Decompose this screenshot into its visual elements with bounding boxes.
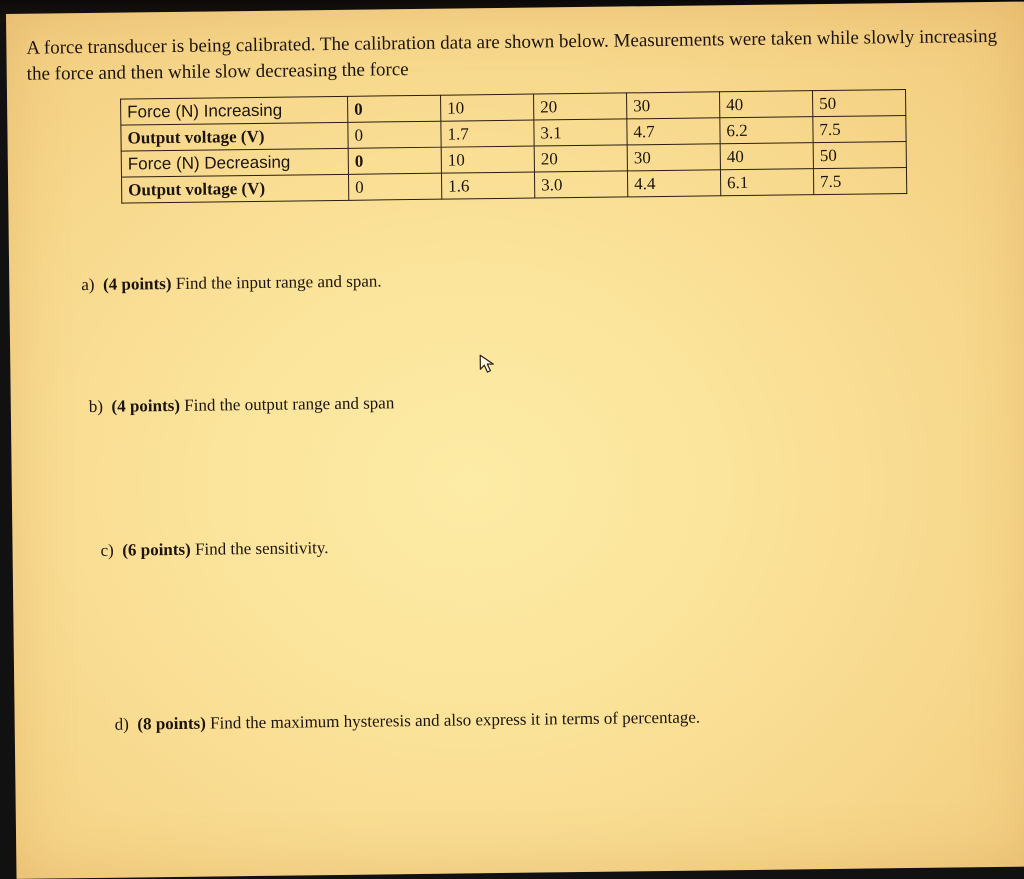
- question-letter: c): [100, 540, 114, 560]
- table-cell: 40: [720, 143, 813, 170]
- table-cell: 1.7: [441, 120, 534, 147]
- question-points: (4 points): [111, 395, 181, 416]
- table-cell: 10: [441, 94, 534, 121]
- mouse-pointer-icon: [478, 354, 496, 374]
- question-a: [81, 271, 382, 295]
- question-text: Find the maximum hysteresis and also express it in terms of percentage.: [209, 707, 701, 733]
- table-cell: 40: [720, 91, 813, 118]
- calibration-table: [120, 89, 907, 204]
- question-b: [89, 393, 395, 417]
- row-label: Force (N) Decreasing: [121, 148, 348, 177]
- table-cell: 0: [348, 173, 441, 200]
- question-points: (4 points): [102, 273, 172, 294]
- question-letter: d): [114, 714, 129, 734]
- table-cell: 0: [348, 95, 441, 122]
- table-cell: 30: [627, 92, 720, 119]
- table-cell: 20: [534, 145, 627, 172]
- table-cell: 6.2: [720, 117, 813, 144]
- question-d: [115, 708, 701, 735]
- table-cell: 50: [813, 142, 906, 169]
- table-cell: 7.5: [813, 168, 906, 195]
- row-label: Output voltage (V): [122, 174, 349, 203]
- table-cell: 0: [348, 121, 441, 148]
- table-cell: 3.0: [534, 171, 627, 198]
- row-label: Output voltage (V): [121, 122, 348, 151]
- table-cell: 3.1: [534, 119, 627, 146]
- question-text: Find the output range and span: [184, 393, 395, 415]
- problem-intro: A force transducer is being calibrated. The calibration data are shown below. Measurements were taken while slowly increasing the force and then while slow decreasing the force: [26, 25, 998, 85]
- question-points: (6 points): [122, 539, 191, 560]
- question-c: [100, 538, 328, 561]
- question-letter: b): [88, 396, 104, 417]
- table-cell: 10: [441, 146, 534, 173]
- row-label: Force (N) Increasing: [121, 96, 348, 125]
- document-page: [6, 2, 1024, 879]
- question-text: Find the sensitivity.: [194, 538, 329, 559]
- table-cell: 1.6: [441, 172, 534, 199]
- table-cell: 4.7: [627, 118, 720, 145]
- table-cell: 20: [534, 93, 627, 120]
- table-cell: 4.4: [627, 170, 720, 197]
- question-text: Find the input range and span.: [175, 271, 382, 293]
- question-letter: a): [81, 274, 95, 295]
- table-cell: 6.1: [720, 169, 813, 196]
- table-cell: 50: [812, 90, 905, 117]
- table-cell: 30: [627, 144, 720, 171]
- table-cell: 0: [348, 147, 441, 174]
- question-points: (8 points): [137, 713, 206, 734]
- table-cell: 7.5: [813, 116, 906, 143]
